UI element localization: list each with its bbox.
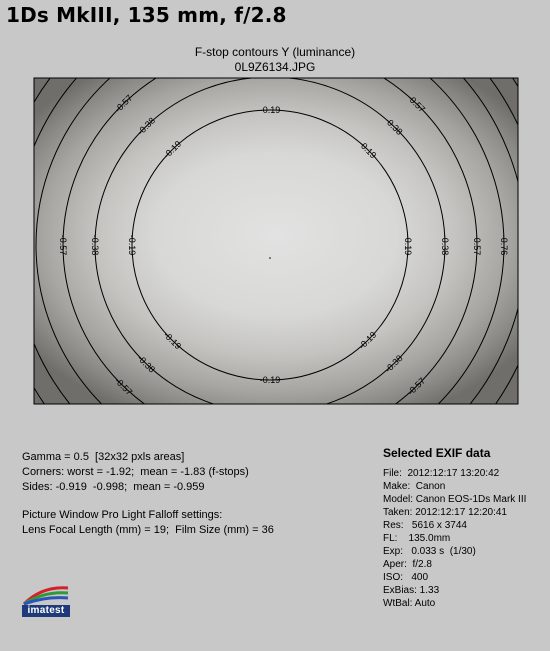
chart-filename: 0L9Z6134.JPG [234,60,316,74]
lens-text: Lens Focal Length (mm) = 19; Film Size (mm) = 36 [22,524,274,536]
contour-label: -0.57 [405,92,428,115]
chart-title: F-stop contours Y (luminance) [194,45,356,59]
logo-swoosh-icon [22,584,70,606]
contour-label: -0.38 [90,234,100,256]
contour-label: -0.57 [405,375,428,398]
contour-label: -0.38 [440,234,450,256]
exif-row-aper: Aper: f/2.8 [383,559,432,570]
contour-label: -0.38 [382,353,405,375]
logo-text: imatest [22,605,70,617]
contour-label: -0.19 [259,105,281,115]
imatest-logo [22,584,70,618]
gamma-text: Gamma = 0.5 [32x32 pxls areas] [22,451,185,463]
contour-label: -0.19 [403,234,413,256]
settings-text: Picture Window Pro Light Falloff settings: [22,509,223,521]
exif-row-make: Make: Canon [383,481,446,492]
exif-row-fl: FL: 135.0mm [383,533,451,544]
contour-label: -0.57 [112,375,135,398]
contour-label: -0.19 [161,329,184,352]
contour-label: -0.38 [382,115,405,137]
contour-label: -0.38 [135,115,158,137]
exif-row-iso: ISO: 400 [383,572,429,583]
exif-row-exp: Exp: 0.033 s (1/30) [383,546,476,557]
contour-label: -0.19 [356,138,379,161]
corners-text: Corners: worst = -1.92; mean = -1.83 (f-stops) [22,466,249,478]
page-title: 1Ds MkIII, 135 mm, f/2.8 [6,3,287,27]
sides-text: Sides: -0.919 -0.998; mean = -0.959 [22,481,205,493]
exif-row-taken: Taken: 2012:12:17 12:20:41 [383,507,507,518]
contour-label: -0.19 [259,375,281,385]
contour-label: -0.76 [499,234,509,256]
exif-row-file: File: 2012:12:17 13:20:42 [383,468,500,479]
contour-label: -0.19 [161,138,184,161]
contour-label: -0.57 [58,234,68,256]
contour-label: -0.57 [112,92,135,115]
center-mark [269,257,271,259]
exif-row-res: Res: 5616 x 3744 [383,520,467,531]
contour-label: -0.19 [127,234,137,256]
exif-row-model: Model: Canon EOS-1Ds Mark III [383,494,527,505]
contour-label: -0.38 [135,353,158,375]
exif-row-wtbal: WtBal: Auto [383,598,436,609]
exif-row-exbias: ExBias: 1.33 [383,585,440,596]
contour-label: -0.19 [356,329,379,352]
contour-label: -0.57 [472,234,482,256]
exif-title: Selected EXIF data [383,446,491,460]
